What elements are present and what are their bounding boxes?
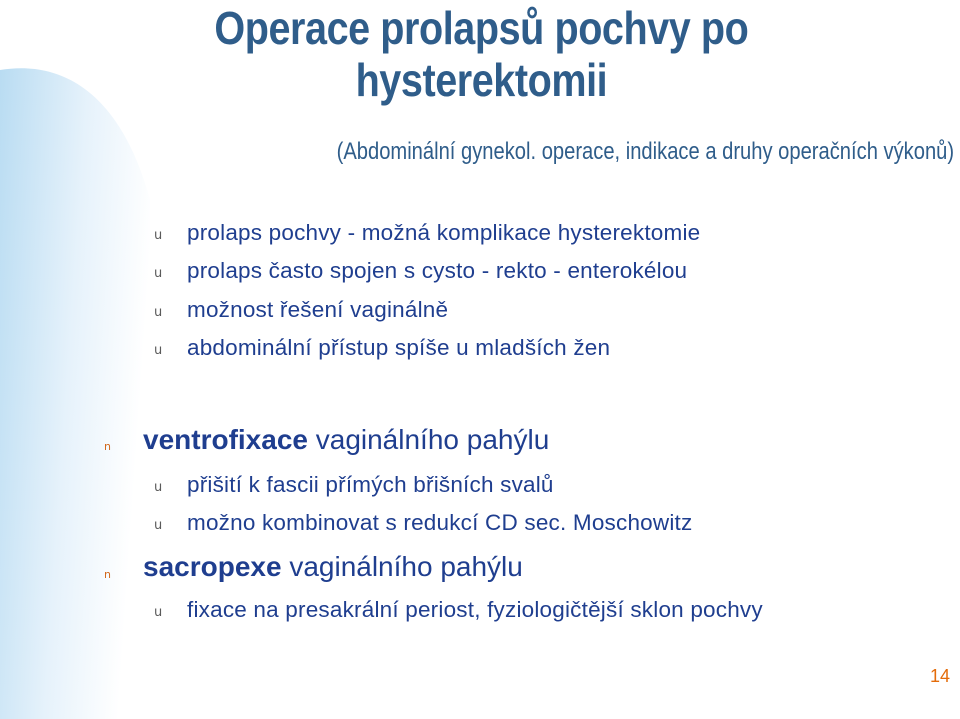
section-bold-term: ventrofixace	[143, 424, 308, 455]
bullet-marker: u	[154, 343, 163, 358]
title-line-1: Operace prolapsů pochvy po	[214, 2, 749, 54]
section-bullet-marker: n	[104, 440, 111, 453]
page-number: 14	[929, 666, 950, 686]
section-ventrofixace	[143, 424, 549, 456]
slide-subtitle: (Abdominální gynekol. operace, indikace a druhy operačních výkonů)	[336, 138, 954, 165]
bullet-text: prolaps pochvy - možná komplikace hysterektomie	[187, 220, 701, 245]
section-sacropexe	[143, 551, 523, 583]
section-rest: vaginálního pahýlu	[281, 551, 523, 582]
slide-title	[69, 2, 895, 106]
bullet-marker: u	[154, 605, 163, 620]
bullet-marker: u	[154, 480, 163, 495]
bullet-marker: u	[154, 305, 163, 320]
title-line-2: hysterektomii	[355, 54, 608, 106]
bullet-text: prolaps často spojen s cysto - rekto - enterokélou	[187, 258, 688, 283]
bullet-text: abdominální přístup spíše u mladších žen	[187, 335, 611, 360]
bullet-text: možno kombinovat s redukcí CD sec. Moschowitz	[187, 510, 693, 535]
bullet-text: fixace na presakrální periost, fyziologičtější sklon pochvy	[187, 597, 763, 622]
bullet-marker: u	[154, 228, 163, 243]
bullet-text: možnost řešení vaginálně	[187, 297, 449, 322]
bullet-marker: u	[154, 518, 163, 533]
section-bullet-marker: n	[104, 568, 111, 581]
bullet-marker: u	[154, 266, 163, 281]
section-rest: vaginálního pahýlu	[307, 424, 550, 455]
bullet-text: přišití k fascii přímých břišních svalů	[187, 472, 554, 497]
section-bold-term: sacropexe	[143, 551, 282, 582]
